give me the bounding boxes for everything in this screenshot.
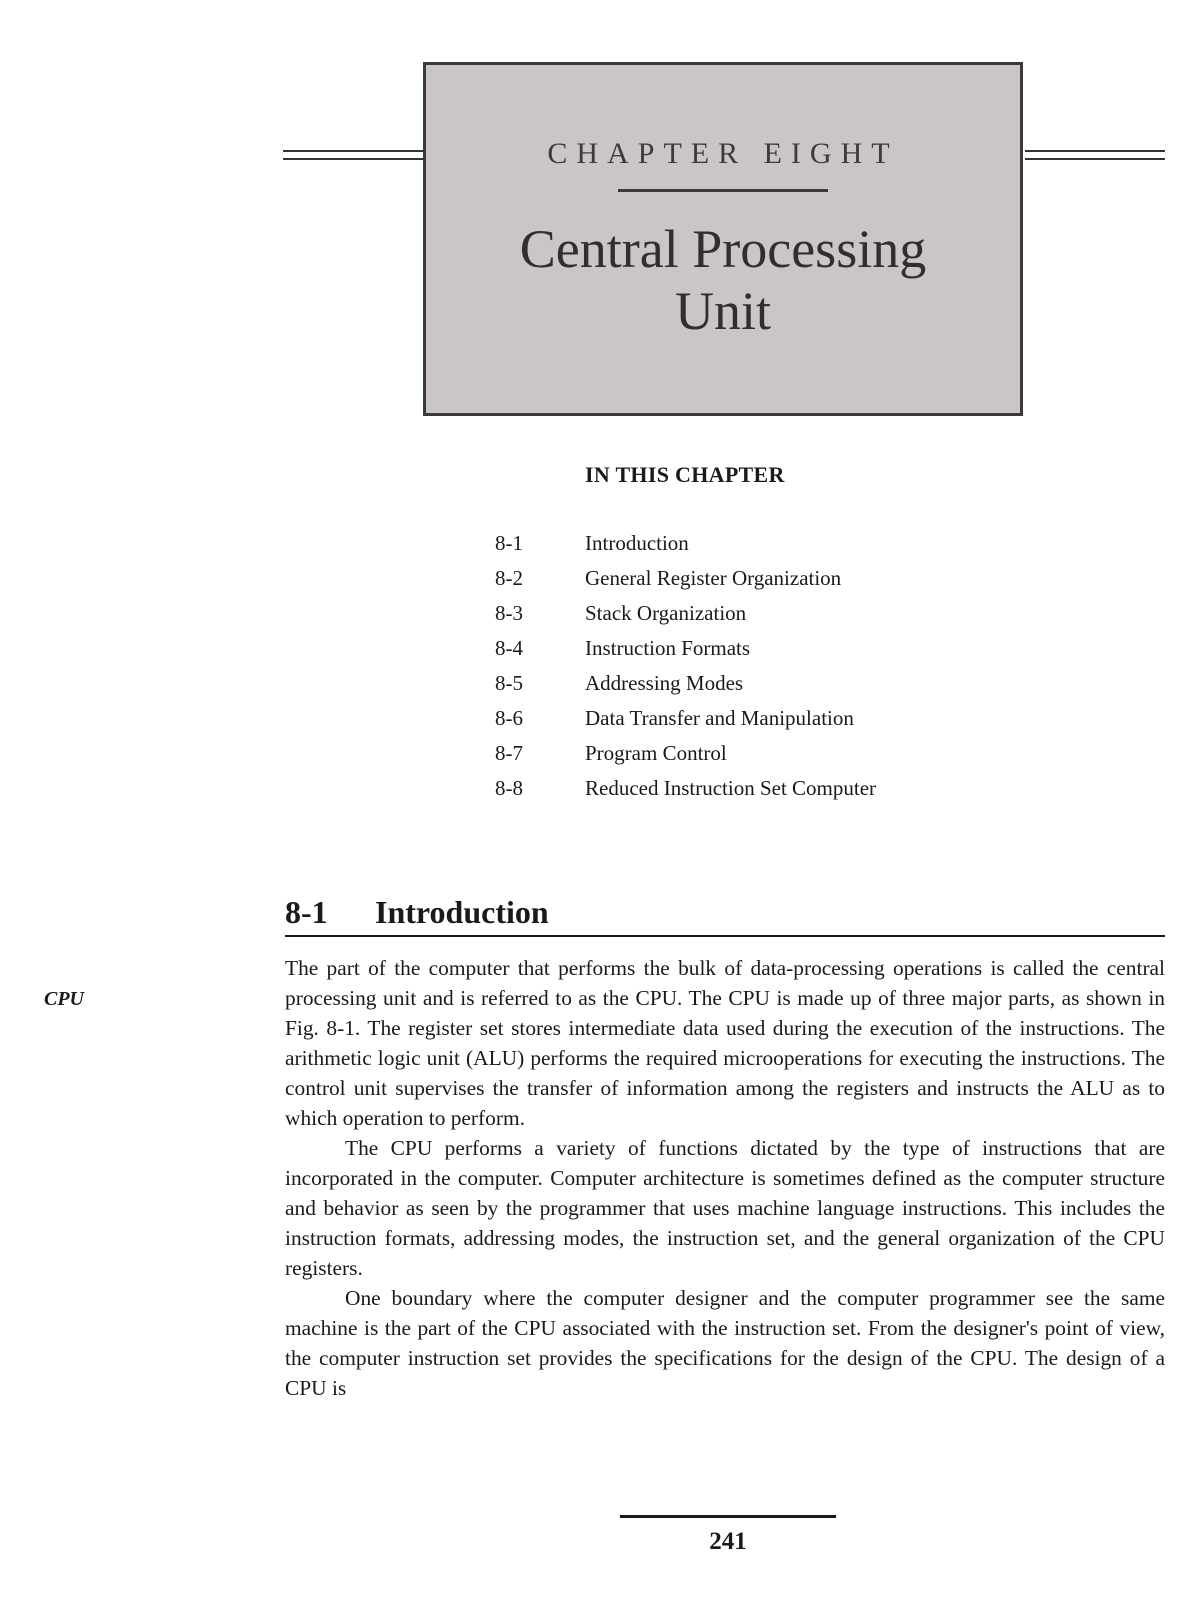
toc-item bbox=[495, 596, 876, 631]
toc-item bbox=[495, 561, 876, 596]
toc-item-number: 8-3 bbox=[495, 601, 523, 625]
toc-item-title: General Register Organization bbox=[585, 566, 842, 590]
chapter-kicker-rule bbox=[618, 189, 828, 192]
toc-item-number: 8-4 bbox=[495, 636, 523, 660]
toc-item-number: 8-8 bbox=[495, 776, 523, 800]
section-title: Introduction bbox=[375, 894, 549, 930]
toc-item bbox=[495, 526, 876, 561]
margin-note: CPU bbox=[44, 988, 84, 1010]
toc-item-number: 8-1 bbox=[495, 531, 523, 555]
toc-item-number: 8-6 bbox=[495, 706, 523, 730]
body-paragraph: The part of the computer that performs the bulk of data-processing operations is called the central processing unit and is referred to as the CPU. The CPU is made up of three major parts, as shown in Fig. 8-1. The register set stores intermediate data used during the execution of the instructions. The arithmetic logic unit (ALU) performs the required microoperations for executing the instructions. The control unit supervises the transfer of information among the registers and instructs the ALU as to which operation to perform. bbox=[285, 956, 1165, 1130]
toc-item-title: Addressing Modes bbox=[585, 671, 744, 695]
chapter-title: Central Processing Unit bbox=[519, 219, 927, 341]
chapter-kicker: CHAPTER EIGHT bbox=[547, 137, 899, 170]
toc-list bbox=[495, 526, 876, 806]
toc-item-title: Reduced Instruction Set Computer bbox=[585, 776, 877, 800]
body-paragraph: One boundary where the computer designer and the computer programmer see the same machine is the part of the CPU associated with the instruction set. From the designer's point of view, the computer instruction set provides the specifications for the design of the CPU. The design of a CPU is bbox=[285, 1286, 1165, 1400]
toc-item bbox=[495, 666, 876, 701]
toc-item-title: Instruction Formats bbox=[585, 636, 751, 660]
toc-heading: IN THIS CHAPTER bbox=[585, 462, 785, 487]
toc-item bbox=[495, 736, 876, 771]
chapter-rule-left bbox=[283, 150, 423, 160]
section-number: 8-1 bbox=[285, 894, 328, 930]
chapter-rule-right bbox=[1025, 150, 1165, 160]
toc-item-number: 8-2 bbox=[495, 566, 523, 590]
page-number: 241 bbox=[709, 1528, 747, 1555]
toc-item-number: 8-5 bbox=[495, 671, 523, 695]
section-body bbox=[285, 953, 1165, 1403]
toc-item-title: Stack Organization bbox=[585, 601, 747, 625]
toc-item-title: Program Control bbox=[585, 741, 727, 765]
toc-item-number: 8-7 bbox=[495, 741, 523, 765]
toc-item bbox=[495, 771, 876, 806]
toc-item-title: Introduction bbox=[585, 531, 689, 555]
section-heading bbox=[285, 894, 1165, 937]
toc-item bbox=[495, 701, 876, 736]
page-number-rule bbox=[620, 1515, 836, 1518]
body-paragraph: The CPU performs a variety of functions dictated by the type of instructions that are incorporated in the computer. Computer architecture is sometimes defined as the computer structure and behavior as seen by the programmer that uses machine language instructions. This includes the instruction formats, addressing modes, the instruction set, and the general organization of the CPU registers. bbox=[285, 1136, 1165, 1280]
chapter-title-box bbox=[423, 62, 1023, 416]
toc-item-title: Data Transfer and Manipulation bbox=[585, 706, 854, 730]
toc-item bbox=[495, 631, 876, 666]
